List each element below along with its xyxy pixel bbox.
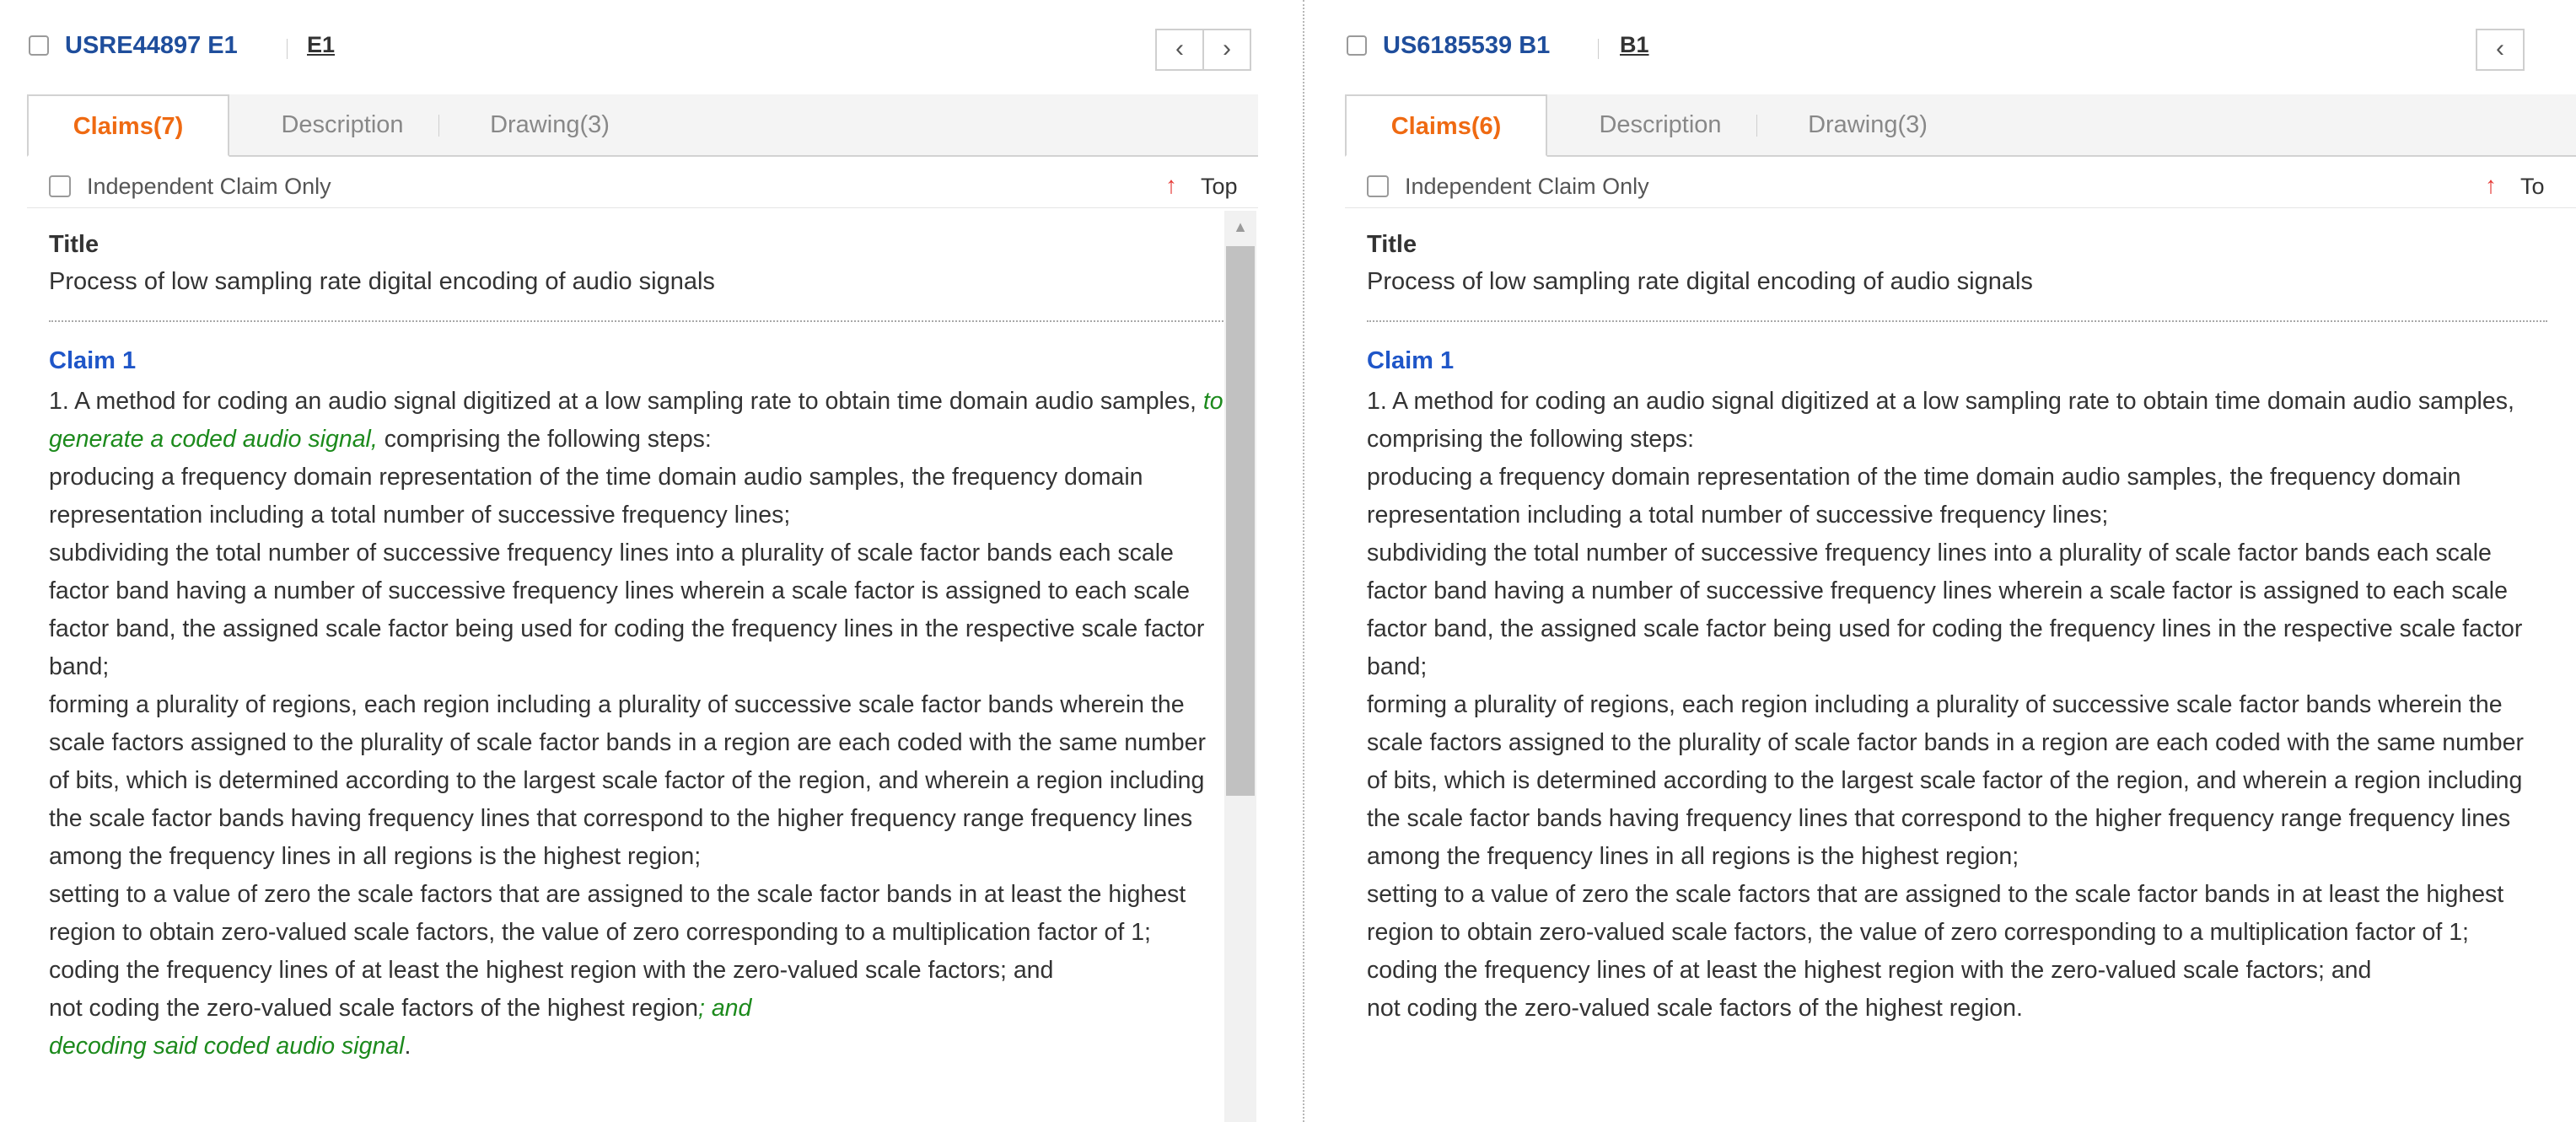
claim-paragraph: setting to a value of zero the scale factors that are assigned to the scale factor bands in at least the highest region to obtain zero-valued scale factors, the value of zero corresponding to a multiplication factor of 1; bbox=[49, 881, 1186, 946]
dotted-divider bbox=[1367, 320, 2547, 322]
chevron-left-icon: ‹ bbox=[2496, 35, 2504, 62]
independent-claim-label: Independent Claim Only bbox=[87, 174, 331, 199]
claim-paragraph: coding the frequency lines of at least the highest region with the zero-valued scale factors; and bbox=[49, 957, 1054, 984]
claim-paragraph: forming a plurality of regions, each region including a plurality of successive scale factor bands wherein the scale factors assigned to the plurality of scale factor bands in a region are each coded with the same number of bits, which is determined according to the largest scale factor of the region, and wherein a region including the scale factor bands having frequency lines that correspond to the higher frequency range frequency lines among the frequency lines in all regions is the highest region; bbox=[1367, 691, 2524, 870]
select-patent-checkbox[interactable] bbox=[1347, 35, 1367, 56]
title-label: Title bbox=[49, 231, 99, 258]
patent-number-link[interactable]: US6185539 B1 bbox=[1383, 32, 1551, 59]
panel-divider[interactable] bbox=[1303, 0, 1304, 1122]
divider-line bbox=[1345, 207, 2576, 208]
title-label: Title bbox=[1367, 231, 1417, 258]
inserted-text: decoding said coded audio signal bbox=[49, 1033, 405, 1060]
arrow-up-icon[interactable]: ↑ bbox=[1165, 172, 1177, 198]
scrollbar-thumb[interactable] bbox=[1226, 246, 1255, 796]
patent-header bbox=[27, 29, 1283, 72]
patent-title: Process of low sampling rate digital encoding of audio signals bbox=[49, 268, 715, 295]
tab-claims[interactable]: Claims(6) bbox=[1345, 94, 1547, 157]
previous-button[interactable] bbox=[1155, 29, 1204, 71]
left-patent-panel bbox=[27, 0, 1283, 1122]
claim-paragraph: subdividing the total number of successive frequency lines into a plurality of scale factor bands each scale factor band having a number of successive frequency lines wherein a scale factor is assigned to each scale factor band, the assigned scale factor being used for coding the frequency lines in the respective scale factor band; bbox=[49, 540, 1205, 680]
claim-paragraph bbox=[49, 990, 1229, 1028]
claim-paragraph: 1. A method for coding an audio signal digitized at a low sampling rate to obtain time domain audio samples, comprising the following steps: bbox=[1367, 388, 2514, 453]
chevron-right-icon: › bbox=[1223, 35, 1231, 62]
tab-bar bbox=[1345, 94, 2576, 157]
patent-header bbox=[1345, 29, 2536, 72]
claim-heading: Claim 1 bbox=[49, 347, 137, 374]
tab-description[interactable]: Description bbox=[281, 111, 404, 138]
right-patent-panel bbox=[1345, 0, 2545, 1122]
claim-paragraph: subdividing the total number of successive frequency lines into a plurality of scale factor bands each scale factor band having a number of successive frequency lines wherein a scale factor is assigned to each scale factor band, the assigned scale factor being used for coding the frequency lines in the respective scale factor band; bbox=[1367, 540, 2523, 680]
select-patent-checkbox[interactable] bbox=[29, 35, 49, 56]
tab-bar bbox=[27, 94, 1258, 157]
kind-code-link[interactable]: B1 bbox=[1620, 32, 1649, 57]
tab-separator bbox=[1756, 115, 1757, 137]
patent-title: Process of low sampling rate digital encoding of audio signals bbox=[1367, 268, 2033, 295]
claim-paragraph: coding the frequency lines of at least the highest region with the zero-valued scale factors; and bbox=[1367, 957, 2372, 984]
claim-text-span: . bbox=[404, 1033, 411, 1060]
dotted-divider bbox=[49, 320, 1229, 322]
claim-paragraph: producing a frequency domain representation of the time domain audio samples, the frequency domain representation including a total number of successive frequency lines; bbox=[49, 464, 1143, 529]
claim-paragraph bbox=[49, 1028, 1229, 1066]
scroll-up-arrow-icon[interactable]: ▲ bbox=[1233, 218, 1248, 235]
claim-text-span: not coding the zero-valued scale factors of the highest region bbox=[49, 995, 698, 1022]
top-link[interactable]: Top bbox=[1201, 174, 1238, 199]
chevron-left-icon: ‹ bbox=[1175, 35, 1184, 62]
arrow-up-icon[interactable]: ↑ bbox=[2485, 172, 2497, 198]
claim-options-bar bbox=[1345, 172, 2576, 206]
previous-button[interactable] bbox=[2476, 29, 2525, 71]
patent-number-link[interactable]: USRE44897 E1 bbox=[65, 32, 238, 59]
claim-paragraph: forming a plurality of regions, each region including a plurality of successive scale factor bands wherein the scale factors assigned to the plurality of scale factor bands in a region are each coded with the same number of bits, which is determined according to the largest scale factor of the region, and wherein a region including the scale factor bands having frequency lines that correspond to the higher frequency range frequency lines among the frequency lines in all regions is the highest region; bbox=[49, 691, 1206, 870]
claim-paragraph: setting to a value of zero the scale factors that are assigned to the scale factor bands in at least the highest region to obtain zero-valued scale factors, the value of zero corresponding to a multiplication factor of 1; bbox=[1367, 881, 2504, 946]
independent-claim-checkbox[interactable] bbox=[1367, 175, 1389, 197]
claim-options-bar bbox=[27, 172, 1258, 206]
claim-paragraph bbox=[49, 383, 1229, 459]
inserted-text: ; and bbox=[697, 995, 752, 1022]
claims-content bbox=[49, 228, 1229, 1066]
top-link[interactable]: To bbox=[2520, 174, 2545, 199]
scrollbar[interactable] bbox=[1224, 211, 1256, 1122]
header-separator bbox=[1598, 39, 1599, 59]
tab-drawing[interactable]: Drawing(3) bbox=[490, 111, 610, 138]
independent-claim-checkbox[interactable] bbox=[49, 175, 71, 197]
claims-content bbox=[1367, 228, 2547, 1028]
divider-line bbox=[27, 207, 1258, 208]
kind-code-link[interactable]: E1 bbox=[307, 32, 336, 57]
tab-separator bbox=[438, 115, 439, 137]
claim-paragraph: producing a frequency domain representation of the time domain audio samples, the frequency domain representation including a total number of successive frequency lines; bbox=[1367, 464, 2461, 529]
claim-text bbox=[1367, 383, 2547, 1028]
tab-description[interactable]: Description bbox=[1599, 111, 1722, 138]
header-separator bbox=[287, 39, 288, 59]
claim-text-span: comprising the following steps: bbox=[377, 426, 712, 453]
claim-heading: Claim 1 bbox=[1367, 347, 1455, 374]
claim-text bbox=[49, 383, 1229, 1066]
tab-claims[interactable]: Claims(7) bbox=[27, 94, 229, 157]
inserted-text: to generate a coded audio signal, bbox=[49, 388, 1223, 453]
tab-drawing[interactable]: Drawing(3) bbox=[1808, 111, 1928, 138]
independent-claim-label: Independent Claim Only bbox=[1405, 174, 1649, 199]
claim-paragraph: not coding the zero-valued scale factors of the highest region. bbox=[1367, 995, 2023, 1022]
next-button[interactable] bbox=[1202, 29, 1251, 71]
claim-text-span: 1. A method for coding an audio signal digitized at a low sampling rate to obtain time domain audio samples, bbox=[49, 388, 1203, 415]
